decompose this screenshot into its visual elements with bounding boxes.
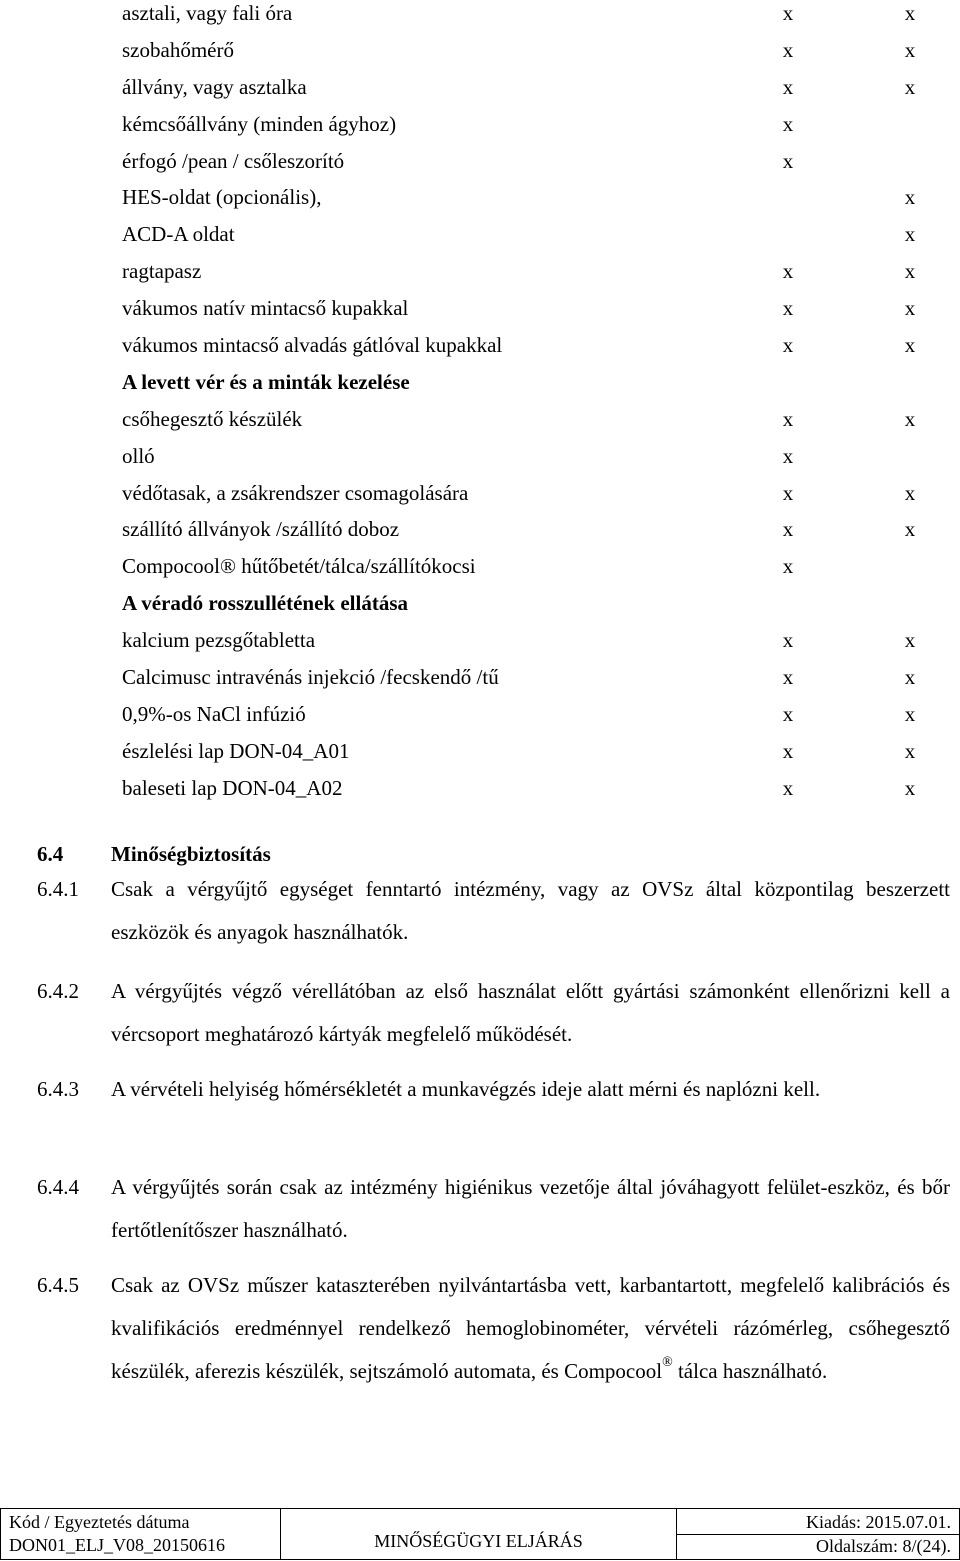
table-row xyxy=(0,37,960,74)
table-row xyxy=(0,184,960,221)
mark-column-2: x xyxy=(904,37,916,62)
mark-column-1: x xyxy=(782,148,794,173)
footer-issue: Kiadás: 2015.07.01. xyxy=(806,1512,951,1532)
item-label: szobahőmérő xyxy=(122,37,234,62)
mark-column-1: x xyxy=(782,554,794,579)
table-row xyxy=(0,221,960,258)
table-row xyxy=(0,295,960,332)
mark-column-1: x xyxy=(782,701,794,726)
mark-column-2: x xyxy=(904,74,916,99)
item-label: szállító állványok /szállító doboz xyxy=(122,517,400,542)
paragraph-6-4-4 xyxy=(37,1166,950,1252)
paragraph-6-4-3 xyxy=(37,1068,950,1111)
footer-issue-cell xyxy=(676,1509,959,1559)
mark-column-1: x xyxy=(782,296,794,321)
section-heading xyxy=(37,842,271,867)
paragraph-text: A vérgyűjtés során csak az intézmény higiénikus vezetője által jóváhagyott felület-eszköz, és bőr fertőtlenítőszer használható. xyxy=(111,1175,950,1242)
item-label: vákumos natív mintacső kupakkal xyxy=(122,296,409,321)
mark-column-1: x xyxy=(782,406,794,431)
mark-column-2: x xyxy=(904,480,916,505)
table-row xyxy=(0,664,960,701)
section-title: Minőségbiztosítás xyxy=(111,842,271,866)
item-label: Compocool® hűtőbetét/tálca/szállítókocsi xyxy=(122,554,476,579)
mark-column-1: x xyxy=(782,443,794,468)
mark-column-1: x xyxy=(782,1,794,25)
item-label: védőtasak, a zsákrendszer csomagolására xyxy=(122,480,469,505)
mark-column-1: x xyxy=(782,259,794,284)
mark-column-1: x xyxy=(782,37,794,62)
paragraph-text: Csak a vérgyűjtő egységet fenntartó intézmény, vagy az OVSz által központilag beszerzett eszközök és anyagok használhatók. xyxy=(111,877,950,944)
item-label: érfogó /pean / csőleszorító xyxy=(122,148,345,173)
table-row xyxy=(0,0,960,37)
mark-column-2: x xyxy=(904,222,916,247)
paragraph-number: 6.4.1 xyxy=(37,877,79,901)
mark-column-2: x xyxy=(904,738,916,763)
item-label: állvány, vagy asztalka xyxy=(122,74,307,99)
mark-column-1: x xyxy=(782,628,794,653)
mark-column-2: x xyxy=(904,333,916,358)
mark-column-1: x xyxy=(782,111,794,136)
mark-column-1: x xyxy=(782,665,794,690)
mark-column-1: x xyxy=(782,738,794,763)
table-row xyxy=(0,738,960,775)
item-label: észlelési lap DON-04_A01 xyxy=(122,738,350,763)
table-row xyxy=(0,406,960,443)
registered-mark: ® xyxy=(662,1355,673,1370)
paragraph-text xyxy=(111,1264,950,1393)
mark-column-2: x xyxy=(904,259,916,284)
table-section-heading xyxy=(0,369,960,406)
paragraph-text-main: Csak az OVSz műszer kataszterében nyilvántartásba vett, karbantartott, megfelelő kalibrációs és kvalifikációs eredménnyel rendelkező hemoglobinométer, vérvételi rázómérleg, csőhegesztő készülék, aferezis készülék, sejtszámoló automata, és Compocool xyxy=(111,1273,950,1383)
mark-column-2: x xyxy=(904,701,916,726)
item-label: olló xyxy=(122,443,155,468)
item-label: HES-oldat (opcionális), xyxy=(122,185,322,210)
item-label: A véradó rosszullétének ellátása xyxy=(122,591,409,616)
table-row xyxy=(0,701,960,738)
mark-column-2: x xyxy=(904,406,916,431)
paragraph-text: A vérvételi helyiség hőmérsékletét a munkavégzés ideje alatt mérni és naplózni kell. xyxy=(111,1077,821,1101)
item-label: A levett vér és a minták kezelése xyxy=(122,369,410,394)
paragraph-number: 6.4.2 xyxy=(37,979,79,1003)
footer-code-value: DON01_ELJ_V08_20150616 xyxy=(9,1535,225,1555)
footer-code-label: Kód / Egyeztetés dátuma xyxy=(9,1512,190,1532)
footer-doc-type-cell xyxy=(281,1509,676,1559)
table-row xyxy=(0,480,960,517)
paragraph-6-4-5 xyxy=(37,1264,950,1393)
footer-doc-type: MINŐSÉGÜGYI ELJÁRÁS xyxy=(374,1530,583,1551)
item-label: 0,9%-os NaCl infúzió xyxy=(122,701,306,726)
table-row xyxy=(0,443,960,480)
footer-code-cell xyxy=(1,1509,281,1559)
table-row xyxy=(0,332,960,369)
footer-page-number: Oldalszám: 8/(24). xyxy=(677,1534,959,1558)
item-label: kalcium pezsgőtabletta xyxy=(122,628,316,653)
table-row xyxy=(0,627,960,664)
item-label: Calcimusc intravénás injekció /fecskendő /tű xyxy=(122,665,499,690)
table-section-heading xyxy=(0,590,960,627)
mark-column-2: x xyxy=(904,296,916,321)
mark-column-2: x xyxy=(904,775,916,800)
item-label: kémcsőállvány (minden ágyhoz) xyxy=(122,111,397,136)
item-label: ACD-A oldat xyxy=(122,222,235,247)
mark-column-1: x xyxy=(782,74,794,99)
mark-column-1: x xyxy=(782,480,794,505)
mark-column-2: x xyxy=(904,1,916,25)
table-row xyxy=(0,516,960,553)
table-row xyxy=(0,111,960,148)
table-row xyxy=(0,775,960,812)
table-row xyxy=(0,258,960,295)
paragraph-number: 6.4.5 xyxy=(37,1273,79,1297)
item-label: vákumos mintacső alvadás gátlóval kupakkal xyxy=(122,333,503,358)
item-label: baleseti lap DON-04_A02 xyxy=(122,775,343,800)
mark-column-2: x xyxy=(904,628,916,653)
paragraph-6-4-2 xyxy=(37,970,950,1056)
paragraph-number: 6.4.4 xyxy=(37,1175,79,1199)
mark-column-2: x xyxy=(904,185,916,210)
section-number: 6.4 xyxy=(37,842,64,866)
table-row xyxy=(0,74,960,111)
mark-column-1: x xyxy=(782,333,794,358)
paragraph-text: A vérgyűjtés végző vérellátóban az első használat előtt gyártási számonként ellenőrizni kell a vércsoport meghatározó kártyák megfelelő működését. xyxy=(111,979,950,1046)
mark-column-1: x xyxy=(782,517,794,542)
mark-column-2: x xyxy=(904,517,916,542)
mark-column-2: x xyxy=(904,665,916,690)
paragraph-6-4-1 xyxy=(37,868,950,954)
paragraph-text-tail: tálca használható. xyxy=(672,1359,828,1383)
table-row xyxy=(0,553,960,590)
item-label: csőhegesztő készülék xyxy=(122,406,303,431)
item-label: ragtapasz xyxy=(122,259,202,284)
table-row xyxy=(0,148,960,185)
paragraph-number: 6.4.3 xyxy=(37,1077,79,1101)
item-label: asztali, vagy fali óra xyxy=(122,1,293,25)
mark-column-1: x xyxy=(782,775,794,800)
document-footer xyxy=(0,1508,960,1560)
